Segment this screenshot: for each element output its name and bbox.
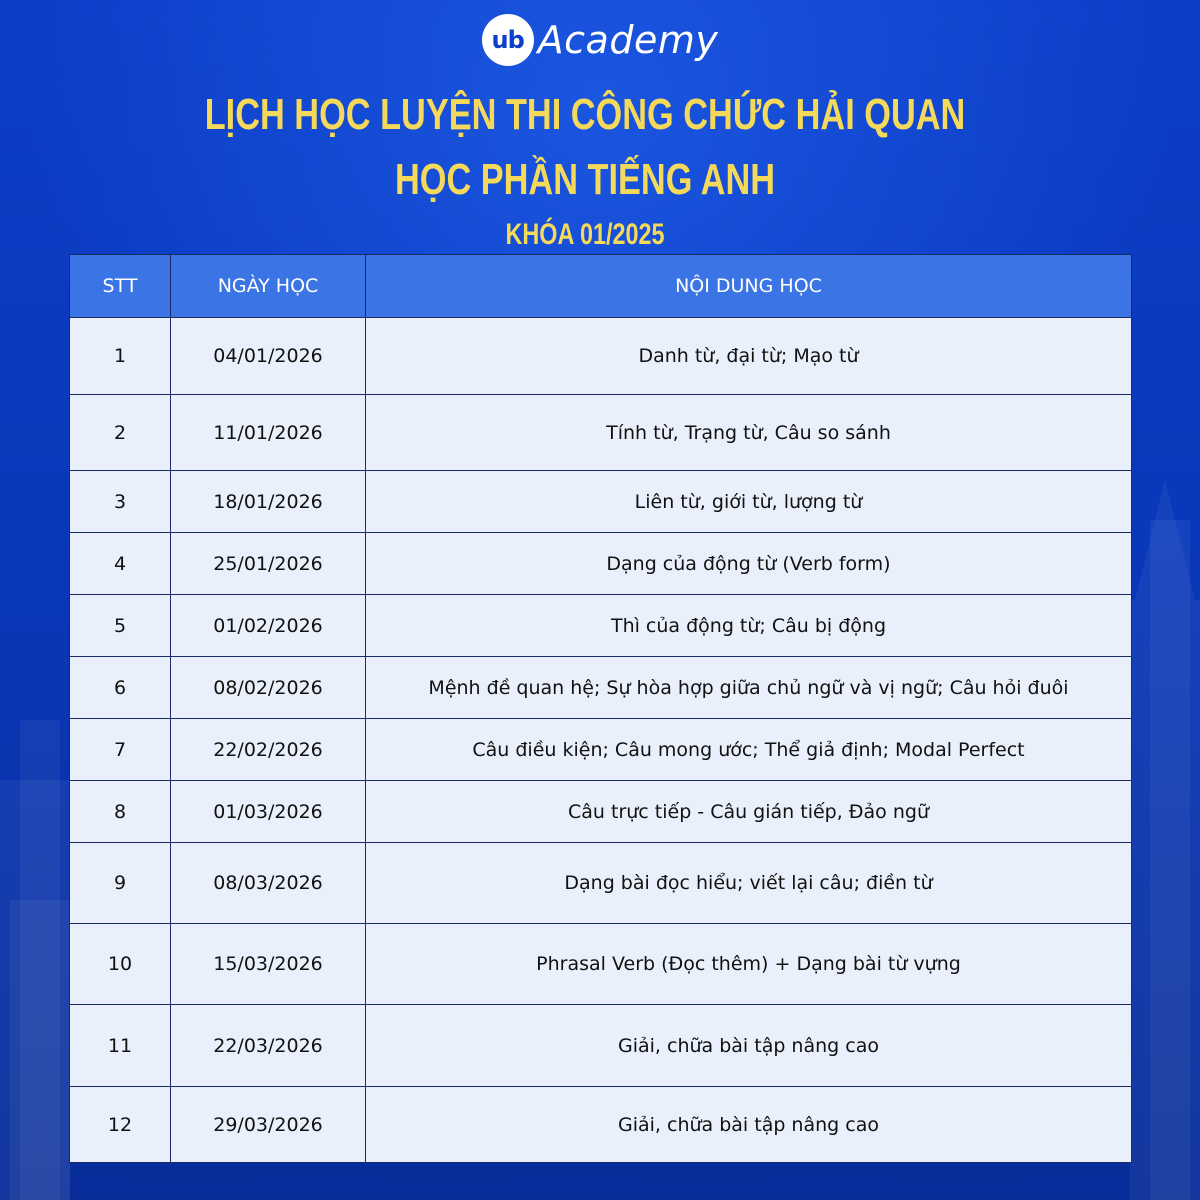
logo-mark-icon [482, 14, 534, 66]
brand-logo [0, 10, 1200, 70]
page-title-line1: LỊCH HỌC LUYỆN THI CÔNG CHỨC HẢI QUAN [204, 90, 966, 139]
table-header-row [70, 255, 1132, 318]
page-title-line2: HỌC PHẦN TIẾNG ANH [394, 155, 776, 204]
row-stt: 5 [70, 595, 171, 657]
table-row [70, 843, 1132, 924]
table-row [70, 471, 1132, 533]
table-row [70, 318, 1132, 395]
column-header-content: NỘI DUNG HỌC [366, 255, 1132, 318]
row-stt: 4 [70, 533, 171, 595]
row-content: Mệnh đề quan hệ; Sự hòa hợp giữa chủ ngữ và vị ngữ; Câu hỏi đuôi [366, 657, 1132, 719]
row-date: 08/02/2026 [171, 657, 366, 719]
table-row [70, 657, 1132, 719]
row-stt: 1 [70, 318, 171, 395]
row-stt: 3 [70, 471, 171, 533]
row-stt: 8 [70, 781, 171, 843]
row-stt: 2 [70, 395, 171, 471]
row-date: 18/01/2026 [171, 471, 366, 533]
row-content: Phrasal Verb (Đọc thêm) + Dạng bài từ vựng [366, 924, 1132, 1005]
row-content: Giải, chữa bài tập nâng cao [366, 1087, 1132, 1163]
table-row [70, 533, 1132, 595]
row-stt: 9 [70, 843, 171, 924]
row-stt: 11 [70, 1005, 171, 1087]
row-date: 08/03/2026 [171, 843, 366, 924]
row-date: 22/02/2026 [171, 719, 366, 781]
column-header-date: NGÀY HỌC [171, 255, 366, 318]
row-content: Câu điều kiện; Câu mong ước; Thể giả định; Modal Perfect [366, 719, 1132, 781]
row-stt: 12 [70, 1087, 171, 1163]
row-date: 04/01/2026 [171, 318, 366, 395]
row-date: 11/01/2026 [171, 395, 366, 471]
row-content: Liên từ, giới từ, lượng từ [366, 471, 1132, 533]
table-row [70, 395, 1132, 471]
logo-text: Academy [537, 18, 719, 62]
schedule-table [69, 254, 1132, 1163]
row-date: 22/03/2026 [171, 1005, 366, 1087]
row-date: 25/01/2026 [171, 533, 366, 595]
column-header-stt: STT [70, 255, 171, 318]
row-date: 15/03/2026 [171, 924, 366, 1005]
course-label: KHÓA 01/2025 [505, 218, 665, 251]
table-row [70, 719, 1132, 781]
row-content: Tính từ, Trạng từ, Câu so sánh [366, 395, 1132, 471]
table-body [70, 318, 1132, 1163]
logo-mark-text: ub [491, 26, 524, 54]
row-content: Câu trực tiếp - Câu gián tiếp, Đảo ngữ [366, 781, 1132, 843]
row-content: Danh từ, đại từ; Mạo từ [366, 318, 1132, 395]
row-date: 01/02/2026 [171, 595, 366, 657]
row-stt: 6 [70, 657, 171, 719]
row-content: Giải, chữa bài tập nâng cao [366, 1005, 1132, 1087]
table-row [70, 595, 1132, 657]
row-date: 29/03/2026 [171, 1087, 366, 1163]
row-stt: 10 [70, 924, 171, 1005]
row-date: 01/03/2026 [171, 781, 366, 843]
table-row [70, 1005, 1132, 1087]
table-row [70, 1087, 1132, 1163]
table-row [70, 924, 1132, 1005]
row-content: Dạng bài đọc hiểu; viết lại câu; điền từ [366, 843, 1132, 924]
row-content: Thì của động từ; Câu bị động [366, 595, 1132, 657]
table-row [70, 781, 1132, 843]
row-stt: 7 [70, 719, 171, 781]
row-content: Dạng của động từ (Verb form) [366, 533, 1132, 595]
